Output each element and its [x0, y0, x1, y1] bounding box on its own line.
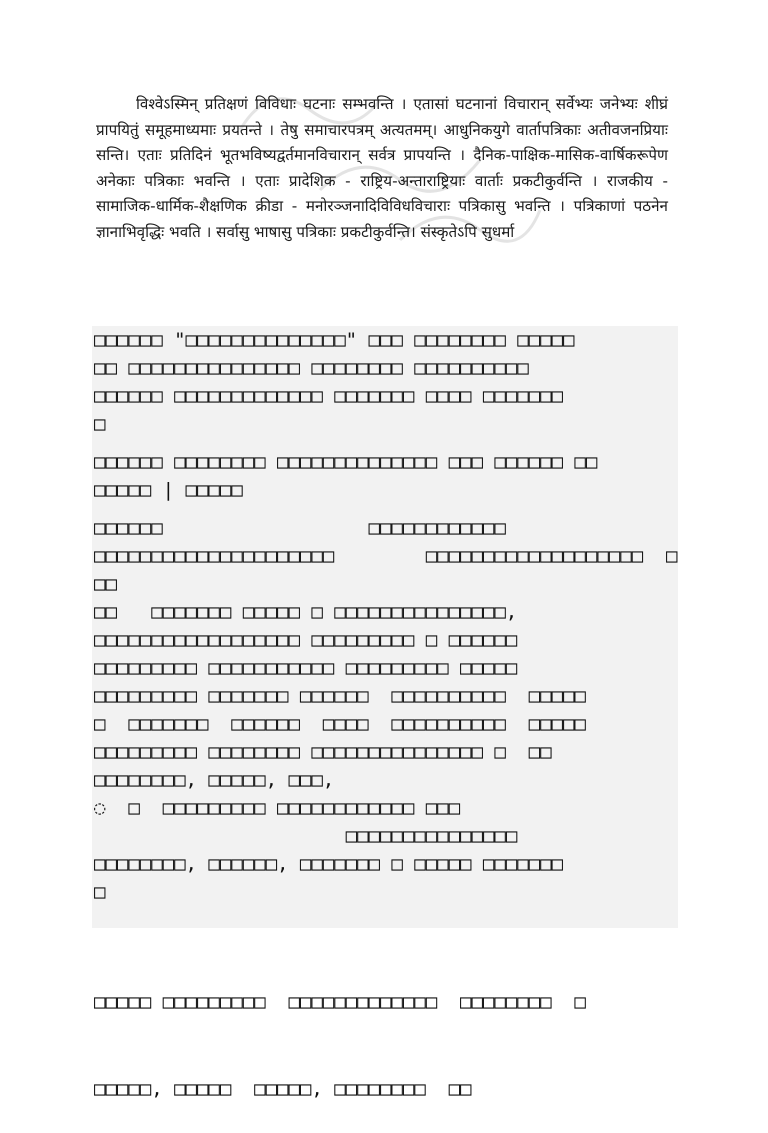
- garbled-line-15: □□□□□□□□, □□□□□, □□□,: [94, 769, 335, 791]
- garbled-line-5: □□□□□□ □□□□□□□□ □□□□□□□□□□□□□□ □□□ □□□□□□ □□: [94, 451, 598, 473]
- garbled-line-13: □ □□□□□□□ □□□□□□ □□□□ □□□□□□□□□□ □□□□□: [94, 713, 586, 735]
- garbled-line-11: □□□□□□□□□ □□□□□□□□□□□ □□□□□□□□□ □□□□□: [94, 657, 518, 679]
- garbled-line-1: □□□□□□ "□□□□□□□□□□□□□□" □□□ □□□□□□□□ □□□□□: [94, 329, 575, 351]
- garbled-text-block: [92, 326, 689, 928]
- garbled-line-8: □□□□□□□□□□□□□□□□□□□□□ □□□□□□□□□□□□□□□□□□□ □ □□: [94, 545, 689, 595]
- garbled-line-18: □□□□□□□□, □□□□□□, □□□□□□□ □ □□□□□ □□□□□□□: [94, 853, 563, 875]
- garbled-line-10: □□□□□□□□□□□□□□□□□□ □□□□□□□□□ □ □□□□□□: [94, 629, 518, 651]
- tail-line-1: □□□□□ □□□□□□□□□ □□□□□□□□□□□□□ □□□□□□□□ □: [94, 991, 586, 1013]
- garbled-line-16: ◌ □ □□□□□□□□□ □□□□□□□□□□□□ □□□: [94, 797, 461, 819]
- garbled-line-3: □□□□□□ □□□□□□□□□□□□□ □□□□□□□ □□□□ □□□□□□□: [94, 385, 563, 407]
- tail-line-2: □□□□□, □□□□□ □□□□□, □□□□□□□□ □□: [94, 1078, 472, 1100]
- garbled-line-17: □□□□□□□□□□□□□□□: [94, 825, 518, 847]
- garbled-line-4: □: [94, 413, 106, 435]
- scanned-paragraph-text: विश्वेऽस्मिन् प्रतिक्षणं विविधाः घटनाः सम्भवन्ति । एतासां घटनानां विचारान् सर्वेभ्यः जनेभ्यः शीघ्रं प्रापयितुं समूहमाध्यमाः प्रयतन्ते । तेषु समाचारपत्रम् अत्यतमम्। आधुनिकयुगे वार्तापत्रिकाः अतीवजनप्रियाः सन्ति। एताः प्रतिदिनं भूतभविष्यद्वर्तमानविचारान् सर्वत्र प्रापयन्ति । दैनिक-पाक्षिक-मासिक-वार्षिकरूपेण अनेकाः पत्रिकाः भवन्ति । एताः प्रादेशिक - राष्ट्रिय-अन्ताराष्ट्रियाः वार्ताः प्रकटीकुर्वन्ति । राजकीय - सामाजिक-धार्मिक-शैक्षणिक क्रीडा - मनोरञ्जनादिविविधविचाराः पत्रिकासु भवन्ति । पत्रिकाणां पठनेन ज्ञानाभिवृद्धिः भवति । सर्वासु भाषासु पत्रिकाः प्रकटीकुर्वन्ति। संस्कृतेऽपि सुधर्मा: [96, 95, 668, 241]
- garbled-line-6: □□□□□ | □□□□□: [94, 479, 243, 501]
- garbled-line-19: □: [94, 881, 106, 903]
- garbled-tail-block: [94, 930, 680, 1133]
- garbled-line-7: □□□□□□ □□□□□□□□□□□□: [94, 517, 506, 539]
- garbled-line-14: □□□□□□□□□ □□□□□□□□ □□□□□□□□□□□□□□□ □ □□: [94, 741, 552, 763]
- scanned-sanskrit-paragraph: [96, 92, 668, 314]
- garbled-line-2: □□ □□□□□□□□□□□□□□□ □□□□□□□□ □□□□□□□□□□: [94, 357, 529, 379]
- garbled-line-9: □□ □□□□□□□ □□□□□ □ □□□□□□□□□□□□□□□,: [94, 601, 518, 623]
- garbled-line-12: □□□□□□□□□ □□□□□□□ □□□□□□ □□□□□□□□□□ □□□□□: [94, 685, 586, 707]
